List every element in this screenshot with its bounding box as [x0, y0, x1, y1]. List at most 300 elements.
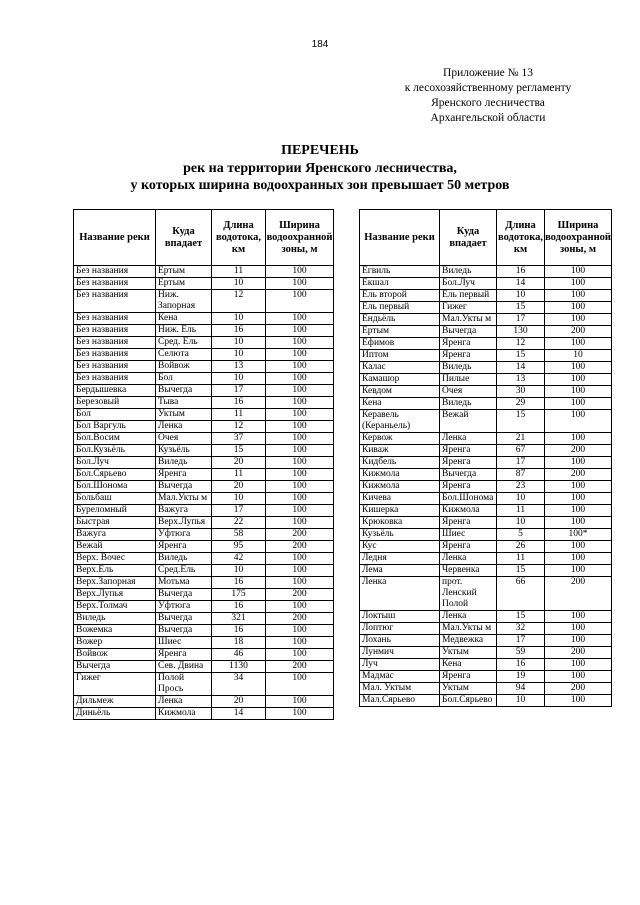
river-dest-cell: Яренга	[440, 541, 497, 553]
river-dest-cell: Вычегда	[440, 326, 497, 338]
river-dest-cell: Яренга	[440, 481, 497, 493]
river-length-cell: 94	[497, 683, 545, 695]
river-width-cell: 100	[266, 421, 334, 433]
title-line: ПЕРЕЧЕНЬ	[281, 143, 359, 158]
river-dest-cell: Мал.Укты м	[156, 493, 212, 505]
river-name-cell: Без названия	[74, 266, 156, 278]
river-width-cell: 100	[266, 673, 334, 696]
river-name-cell: Войвож	[74, 649, 156, 661]
river-width-cell: 100	[266, 649, 334, 661]
river-dest-cell: Очея	[156, 433, 212, 445]
river-dest-cell: Кижмола	[440, 505, 497, 517]
river-dest-cell: Полой Прось	[156, 673, 212, 696]
river-name-cell: Мал.Сярьево	[360, 695, 440, 707]
river-name-cell: Вычегда	[74, 661, 156, 673]
river-width-cell: 100*	[545, 529, 612, 541]
table-row	[360, 338, 612, 350]
river-length-cell: 17	[212, 505, 266, 517]
river-name-cell: Бол.Сярьево	[74, 469, 156, 481]
table-row	[360, 611, 612, 623]
river-length-cell: 20	[212, 457, 266, 469]
river-dest-cell: Яренга	[440, 517, 497, 529]
river-width-cell: 100	[545, 565, 612, 577]
river-width-cell: 100	[545, 517, 612, 529]
river-length-cell: 29	[497, 398, 545, 410]
table-row	[74, 696, 334, 708]
river-name-cell: Ель первый	[360, 302, 440, 314]
river-name-cell: Киваж	[360, 445, 440, 457]
header-dest: Куда впадает	[156, 210, 212, 266]
table-row	[74, 469, 334, 481]
river-dest-cell: Медвежка	[440, 635, 497, 647]
river-dest-cell: Сред. Ёль	[156, 337, 212, 349]
river-width-cell: 100	[545, 505, 612, 517]
river-dest-cell: Вычегда	[156, 589, 212, 601]
header-dest: Куда впадает	[440, 210, 497, 266]
river-length-cell: 10	[497, 695, 545, 707]
river-length-cell: 10	[212, 493, 266, 505]
river-name-cell: Лохань	[360, 635, 440, 647]
river-length-cell: 20	[212, 481, 266, 493]
river-width-cell: 100	[266, 625, 334, 637]
river-width-cell: 100	[266, 708, 334, 720]
river-length-cell: 59	[497, 647, 545, 659]
title-line: рек на территории Яренского лесничества,	[183, 161, 457, 176]
river-name-cell: Ель второй	[360, 290, 440, 302]
river-dest-cell: Бол.Сярьево	[440, 695, 497, 707]
river-name-cell: Больбаш	[74, 493, 156, 505]
river-length-cell: 42	[212, 553, 266, 565]
table-row	[360, 553, 612, 565]
river-name-cell: Вожемка	[74, 625, 156, 637]
table-row	[74, 409, 334, 421]
river-width-cell: 100	[266, 325, 334, 337]
river-width-cell: 100	[545, 671, 612, 683]
table-row	[74, 373, 334, 385]
table-row	[360, 386, 612, 398]
river-dest-cell: Шиес	[440, 529, 497, 541]
river-name-cell: Без названия	[74, 278, 156, 290]
river-name-cell: Мал. Уктым	[360, 683, 440, 695]
table-row	[74, 601, 334, 613]
river-dest-cell: Сред.Ель	[156, 565, 212, 577]
river-length-cell: 13	[212, 361, 266, 373]
river-length-cell: 10	[212, 278, 266, 290]
river-dest-cell: Виледь	[440, 266, 497, 278]
river-dest-cell: Виледь	[440, 362, 497, 374]
river-name-cell: Ефимов	[360, 338, 440, 350]
table-row	[74, 290, 334, 313]
river-dest-cell: Сев. Двина	[156, 661, 212, 673]
page-number: 184	[311, 39, 329, 50]
river-length-cell: 16	[212, 625, 266, 637]
river-dest-cell: Уктым	[440, 647, 497, 659]
river-name-cell: Кус	[360, 541, 440, 553]
river-width-cell: 100	[545, 386, 612, 398]
river-width-cell: 100	[266, 457, 334, 469]
river-name-cell: Кевдом	[360, 386, 440, 398]
river-name-cell: Лоптюг	[360, 623, 440, 635]
river-length-cell: 1130	[212, 661, 266, 673]
river-length-cell: 20	[212, 696, 266, 708]
river-length-cell: 130	[497, 326, 545, 338]
river-name-cell: Верх. Вочес	[74, 553, 156, 565]
river-dest-cell: Гижег	[440, 302, 497, 314]
river-length-cell: 15	[497, 611, 545, 623]
table-row	[360, 314, 612, 326]
river-name-cell: Без названия	[74, 290, 156, 313]
river-length-cell: 15	[497, 565, 545, 577]
river-width-cell: 200	[545, 577, 612, 611]
river-dest-cell: Ниж. Ёль	[156, 325, 212, 337]
river-width-cell: 100	[545, 541, 612, 553]
table-row	[360, 505, 612, 517]
table-row	[74, 361, 334, 373]
river-width-cell: 100	[266, 385, 334, 397]
river-width-cell: 200	[266, 589, 334, 601]
header-name: Название реки	[360, 210, 440, 266]
river-dest-cell: Вычегда	[156, 613, 212, 625]
river-dest-cell: Мотьма	[156, 577, 212, 589]
river-dest-cell: Ленка	[156, 421, 212, 433]
river-name-cell: Бол	[74, 409, 156, 421]
river-dest-cell: Вычегда	[440, 469, 497, 481]
river-name-cell: Луч	[360, 659, 440, 671]
table-row	[360, 517, 612, 529]
river-length-cell: 321	[212, 613, 266, 625]
river-name-cell: Кижмола	[360, 481, 440, 493]
river-dest-cell: Очея	[440, 386, 497, 398]
river-width-cell: 100	[266, 266, 334, 278]
river-length-cell: 16	[212, 325, 266, 337]
table-row	[360, 683, 612, 695]
table-body	[74, 266, 334, 720]
river-name-cell: Лема	[360, 565, 440, 577]
river-dest-cell: Мал.Укты м	[440, 314, 497, 326]
table-row	[74, 505, 334, 517]
river-width-cell: 100	[266, 696, 334, 708]
river-name-cell: Бол.Кузьёль	[74, 445, 156, 457]
river-dest-cell: Виледь	[440, 398, 497, 410]
river-name-cell: Кишерка	[360, 505, 440, 517]
river-name-cell: Без названия	[74, 313, 156, 325]
river-name-cell: Верх.Лупья	[74, 589, 156, 601]
river-width-cell: 100	[266, 313, 334, 325]
river-length-cell: 16	[212, 397, 266, 409]
river-length-cell: 18	[212, 637, 266, 649]
river-length-cell: 10	[212, 313, 266, 325]
river-dest-cell: Шиес	[156, 637, 212, 649]
table-row	[360, 290, 612, 302]
river-length-cell: 11	[212, 469, 266, 481]
river-dest-cell: Яренга	[440, 350, 497, 362]
river-width-cell: 100	[545, 635, 612, 647]
river-name-cell: Иптом	[360, 350, 440, 362]
table-row	[74, 457, 334, 469]
river-width-cell: 100	[545, 290, 612, 302]
river-width-cell: 100	[545, 410, 612, 433]
table-row	[74, 481, 334, 493]
river-width-cell: 100	[545, 433, 612, 445]
river-dest-cell: прот. Ленский Полой	[440, 577, 497, 611]
table-row	[74, 349, 334, 361]
river-dest-cell: Яренга	[156, 649, 212, 661]
river-length-cell: 11	[497, 553, 545, 565]
river-name-cell: Важуга	[74, 529, 156, 541]
river-dest-cell: Ленка	[440, 611, 497, 623]
table-row	[74, 577, 334, 589]
table-row	[360, 565, 612, 577]
river-length-cell: 87	[497, 469, 545, 481]
table-row	[74, 541, 334, 553]
table-row	[360, 374, 612, 386]
table-row	[360, 457, 612, 469]
table-row	[74, 385, 334, 397]
river-name-cell: Без названия	[74, 325, 156, 337]
table-row	[74, 313, 334, 325]
river-length-cell: 17	[497, 314, 545, 326]
river-dest-cell: Ленка	[156, 696, 212, 708]
river-width-cell: 100	[266, 445, 334, 457]
table-row	[74, 625, 334, 637]
header-width: Ширина водоохранной зоны, м	[545, 210, 612, 266]
river-name-cell: Без названия	[74, 361, 156, 373]
river-width-cell: 100	[266, 481, 334, 493]
table-row	[360, 659, 612, 671]
table-row	[360, 398, 612, 410]
river-length-cell: 10	[212, 565, 266, 577]
river-name-cell: Кена	[360, 398, 440, 410]
table-row	[360, 671, 612, 683]
river-length-cell: 10	[212, 349, 266, 361]
river-width-cell: 10	[545, 350, 612, 362]
river-width-cell: 100	[266, 565, 334, 577]
appendix-line: к лесохозяйственному регламенту	[404, 82, 572, 94]
table-row	[360, 623, 612, 635]
river-length-cell: 10	[497, 493, 545, 505]
river-dest-cell: Вычегда	[156, 625, 212, 637]
table-row	[360, 433, 612, 445]
river-length-cell: 16	[212, 577, 266, 589]
appendix-line: Архангельской области	[430, 112, 546, 124]
river-dest-cell: Вычегда	[156, 481, 212, 493]
table-row	[74, 433, 334, 445]
table-row	[74, 266, 334, 278]
rivers-table-left	[73, 209, 334, 720]
river-length-cell: 95	[212, 541, 266, 553]
river-dest-cell: Пилые	[440, 374, 497, 386]
river-length-cell: 13	[497, 374, 545, 386]
river-length-cell: 10	[497, 290, 545, 302]
river-length-cell: 23	[497, 481, 545, 493]
river-dest-cell: Яренга	[440, 671, 497, 683]
river-name-cell: Локтыш	[360, 611, 440, 623]
river-dest-cell: Мал.Укты м	[440, 623, 497, 635]
river-width-cell: 100	[266, 278, 334, 290]
river-name-cell: Верх.Ель	[74, 565, 156, 577]
title-line: у которых ширина водоохранных зон превышает 50 метров	[130, 178, 510, 193]
river-name-cell: Без названия	[74, 373, 156, 385]
river-length-cell: 17	[497, 457, 545, 469]
river-length-cell: 11	[212, 266, 266, 278]
header-name: Название реки	[74, 210, 156, 266]
river-dest-cell: Важуга	[156, 505, 212, 517]
river-dest-cell: Бол.Луч	[440, 278, 497, 290]
river-width-cell: 100	[545, 278, 612, 290]
river-name-cell: Виледь	[74, 613, 156, 625]
river-width-cell: 100	[545, 659, 612, 671]
table-row	[360, 647, 612, 659]
table-row	[74, 553, 334, 565]
river-dest-cell: Бол	[156, 373, 212, 385]
table-row	[360, 362, 612, 374]
table-row	[360, 541, 612, 553]
river-dest-cell: Яренга	[440, 445, 497, 457]
table-row	[360, 635, 612, 647]
river-length-cell: 10	[212, 373, 266, 385]
river-dest-cell: Селюта	[156, 349, 212, 361]
river-width-cell: 200	[545, 469, 612, 481]
river-length-cell: 19	[497, 671, 545, 683]
table-row	[74, 673, 334, 696]
river-length-cell: 15	[497, 350, 545, 362]
river-name-cell: Ёртым	[360, 326, 440, 338]
river-dest-cell: Червенка	[440, 565, 497, 577]
river-width-cell: 100	[545, 338, 612, 350]
river-width-cell: 200	[266, 661, 334, 673]
river-width-cell: 100	[266, 517, 334, 529]
river-width-cell: 100	[545, 457, 612, 469]
river-dest-cell: Виледь	[156, 553, 212, 565]
river-dest-cell: Уктым	[440, 683, 497, 695]
river-width-cell: 100	[266, 290, 334, 313]
river-dest-cell: Ертым	[156, 266, 212, 278]
river-width-cell: 200	[545, 647, 612, 659]
header-length: Длина водотока, км	[497, 210, 545, 266]
river-width-cell: 100	[266, 601, 334, 613]
river-dest-cell: Тыва	[156, 397, 212, 409]
river-width-cell: 100	[266, 637, 334, 649]
river-name-cell: Дильмеж	[74, 696, 156, 708]
river-name-cell: Гижег	[74, 673, 156, 696]
table-row	[360, 266, 612, 278]
river-name-cell: Ледня	[360, 553, 440, 565]
river-dest-cell: Верх.Лупья	[156, 517, 212, 529]
table-row	[360, 695, 612, 707]
river-width-cell: 100	[266, 577, 334, 589]
river-length-cell: 175	[212, 589, 266, 601]
river-name-cell: Бол Варгуль	[74, 421, 156, 433]
river-name-cell: Кузьёль	[360, 529, 440, 541]
table-row	[360, 302, 612, 314]
river-length-cell: 5	[497, 529, 545, 541]
river-name-cell: Кижмола	[360, 469, 440, 481]
river-dest-cell: Вежай	[440, 410, 497, 433]
table-row	[360, 481, 612, 493]
river-length-cell: 46	[212, 649, 266, 661]
river-name-cell: Бол.Восим	[74, 433, 156, 445]
river-dest-cell: Яренга	[156, 541, 212, 553]
river-length-cell: 30	[497, 386, 545, 398]
river-length-cell: 15	[497, 410, 545, 433]
river-dest-cell: Кузьёль	[156, 445, 212, 457]
river-name-cell: Керавель (Кераньель)	[360, 410, 440, 433]
river-name-cell: Без названия	[74, 337, 156, 349]
river-width-cell: 100	[545, 314, 612, 326]
table-row	[360, 278, 612, 290]
table-row	[74, 589, 334, 601]
river-length-cell: 14	[497, 278, 545, 290]
river-width-cell: 100	[545, 398, 612, 410]
river-name-cell: Кидбель	[360, 457, 440, 469]
river-dest-cell: Уфтюга	[156, 601, 212, 613]
river-width-cell: 100	[266, 553, 334, 565]
river-dest-cell: Кена	[156, 313, 212, 325]
river-length-cell: 17	[212, 385, 266, 397]
river-length-cell: 10	[212, 337, 266, 349]
river-length-cell: 58	[212, 529, 266, 541]
river-dest-cell: Ниж. Запорная	[156, 290, 212, 313]
table-row	[74, 337, 334, 349]
river-dest-cell: Кижмола	[156, 708, 212, 720]
river-width-cell: 100	[545, 481, 612, 493]
river-width-cell: 100	[545, 611, 612, 623]
river-length-cell: 21	[497, 433, 545, 445]
river-name-cell: Вожер	[74, 637, 156, 649]
table-row	[360, 469, 612, 481]
river-length-cell: 12	[497, 338, 545, 350]
river-width-cell: 100	[545, 493, 612, 505]
river-dest-cell: Уфтюга	[156, 529, 212, 541]
river-dest-cell: Ель первый	[440, 290, 497, 302]
river-width-cell: 100	[266, 349, 334, 361]
table-row	[74, 493, 334, 505]
table-body	[360, 266, 612, 707]
river-length-cell: 14	[497, 362, 545, 374]
table-row	[74, 637, 334, 649]
river-width-cell: 100	[266, 505, 334, 517]
river-name-cell: Лунмич	[360, 647, 440, 659]
table-row	[74, 529, 334, 541]
river-name-cell: Буреломный	[74, 505, 156, 517]
river-width-cell: 100	[266, 361, 334, 373]
table-row	[74, 325, 334, 337]
river-width-cell: 100	[545, 362, 612, 374]
river-length-cell: 34	[212, 673, 266, 696]
river-name-cell: Бол.Луч	[74, 457, 156, 469]
river-name-cell: Быстрая	[74, 517, 156, 529]
table-row	[74, 565, 334, 577]
table-row	[360, 350, 612, 362]
river-name-cell: Егвиль	[360, 266, 440, 278]
river-name-cell: Екшал	[360, 278, 440, 290]
table-row	[74, 278, 334, 290]
river-width-cell: 100	[266, 373, 334, 385]
river-name-cell: Березовый	[74, 397, 156, 409]
river-dest-cell: Ленка	[440, 553, 497, 565]
appendix-line: Яренского лесничества	[431, 97, 545, 109]
river-width-cell: 200	[266, 541, 334, 553]
river-dest-cell: Яренга	[440, 338, 497, 350]
river-name-cell: Без названия	[74, 349, 156, 361]
river-width-cell: 100	[266, 409, 334, 421]
river-length-cell: 67	[497, 445, 545, 457]
river-name-cell: Калас	[360, 362, 440, 374]
appendix-block	[352, 66, 624, 126]
river-width-cell: 100	[545, 374, 612, 386]
river-length-cell: 12	[212, 290, 266, 313]
river-dest-cell: Яренга	[440, 457, 497, 469]
